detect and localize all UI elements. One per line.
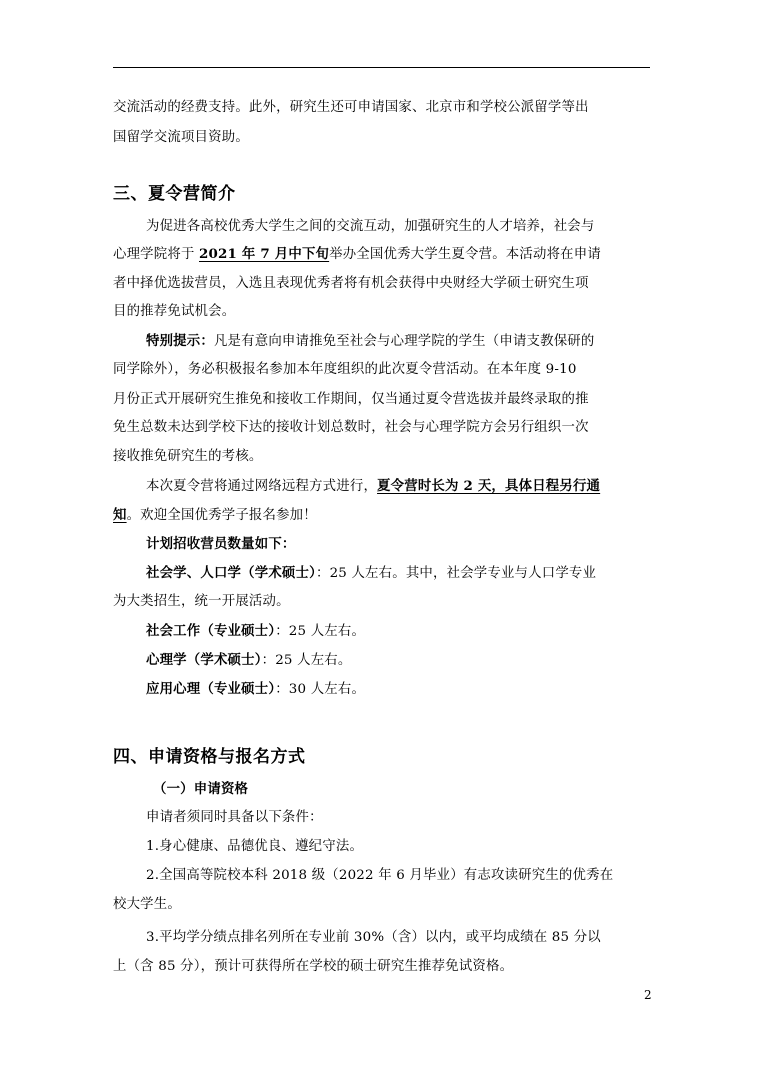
quota-social-work: 社会工作（专业硕士）：25 人左右。: [146, 623, 366, 639]
quota-title: 计划招收营员数量如下：: [146, 536, 296, 552]
section3-heading: 三、夏令营简介: [113, 184, 236, 204]
s3-p1-line-3: 者中择优选拔营员，入选且表现优秀者将有机会获得中央财经大学硕士研究生项: [113, 276, 589, 291]
s4-intro: 申请者须同时具备以下条件：: [146, 810, 323, 825]
quota-sociology: 社会学、人口学（学术硕士）：25 人左右。其中，社会学专业与人口学专业: [146, 565, 597, 581]
s4-condition-2-line-2: 校大学生。: [113, 897, 181, 912]
intro-line-2: 国留学交流项目资助。: [113, 130, 249, 145]
special-notice-label: 特别提示：: [146, 333, 214, 349]
s4-condition-1: 1.身心健康、品德优良、遵纪守法。: [146, 839, 364, 854]
intro-line-1: 交流活动的经费支持。此外，研究生还可申请国家、北京市和学校公派留学等出: [113, 100, 589, 115]
quota-sociology-cont: 为大类招生，统一开展活动。: [113, 594, 290, 609]
section4-heading: 四、申请资格与报名方式: [113, 747, 306, 767]
s3-p2-line-5: 接收推免研究生的考核。: [113, 449, 263, 464]
quota-psychology: 心理学（学术硕士）：25 人左右。: [146, 652, 352, 668]
s3-p1-line-2: 心理学院将于 2021 年 7 月中下旬举办全国优秀大学生夏令营。本活动将在申请: [113, 246, 601, 262]
page-number: 2: [644, 988, 652, 1002]
camp-duration: 夏令营时长为 2 天，具体日程另行通: [377, 478, 601, 494]
quota-applied-psychology: 应用心理（专业硕士）：30 人左右。: [146, 681, 366, 697]
s4-condition-3-line-1: 3.平均学分绩点排名列所在专业前 30%（含）以内，或平均成绩在 85 分以: [146, 930, 601, 945]
s4-condition-2-line-1: 2.全国高等院校本科 2018 级（2022 年 6 月毕业）有志攻读研究生的优秀在: [146, 868, 614, 883]
header-rule: [113, 67, 650, 68]
s3-p3-line-2: 知。欢迎全国优秀学子报名参加！: [113, 507, 317, 523]
s3-p2-line-3: 月份正式开展研究生推免和接收工作期间，仅当通过夏令营选拔并最终录取的推: [113, 392, 589, 407]
s3-p2-line-1: 特别提示：凡是有意向申请推免至社会与心理学院的学生（申请支教保研的: [146, 333, 595, 349]
s4-subheading-1: （一）申请资格: [153, 781, 249, 797]
s3-p2-line-4: 免生总数未达到学校下达的接收计划总数时，社会与心理学院方会另行组织一次: [113, 420, 589, 435]
s3-p1-line-1: 为促进各高校优秀大学生之间的交流互动，加强研究生的人才培养，社会与: [146, 219, 595, 234]
s3-p3-line-1: 本次夏令营将通过网络远程方式进行，夏令营时长为 2 天，具体日程另行通: [146, 478, 601, 494]
s4-condition-3-line-2: 上（含 85 分），预计可获得所在学校的硕士研究生推荐免试资格。: [113, 959, 514, 974]
s3-p1-line-4: 目的推荐免试机会。: [113, 304, 236, 319]
s3-p2-line-2: 同学除外），务必积极报名参加本年度组织的此次夏令营活动。在本年度 9-10: [113, 362, 577, 377]
camp-date: 2021 年 7 月中下旬: [199, 246, 330, 262]
